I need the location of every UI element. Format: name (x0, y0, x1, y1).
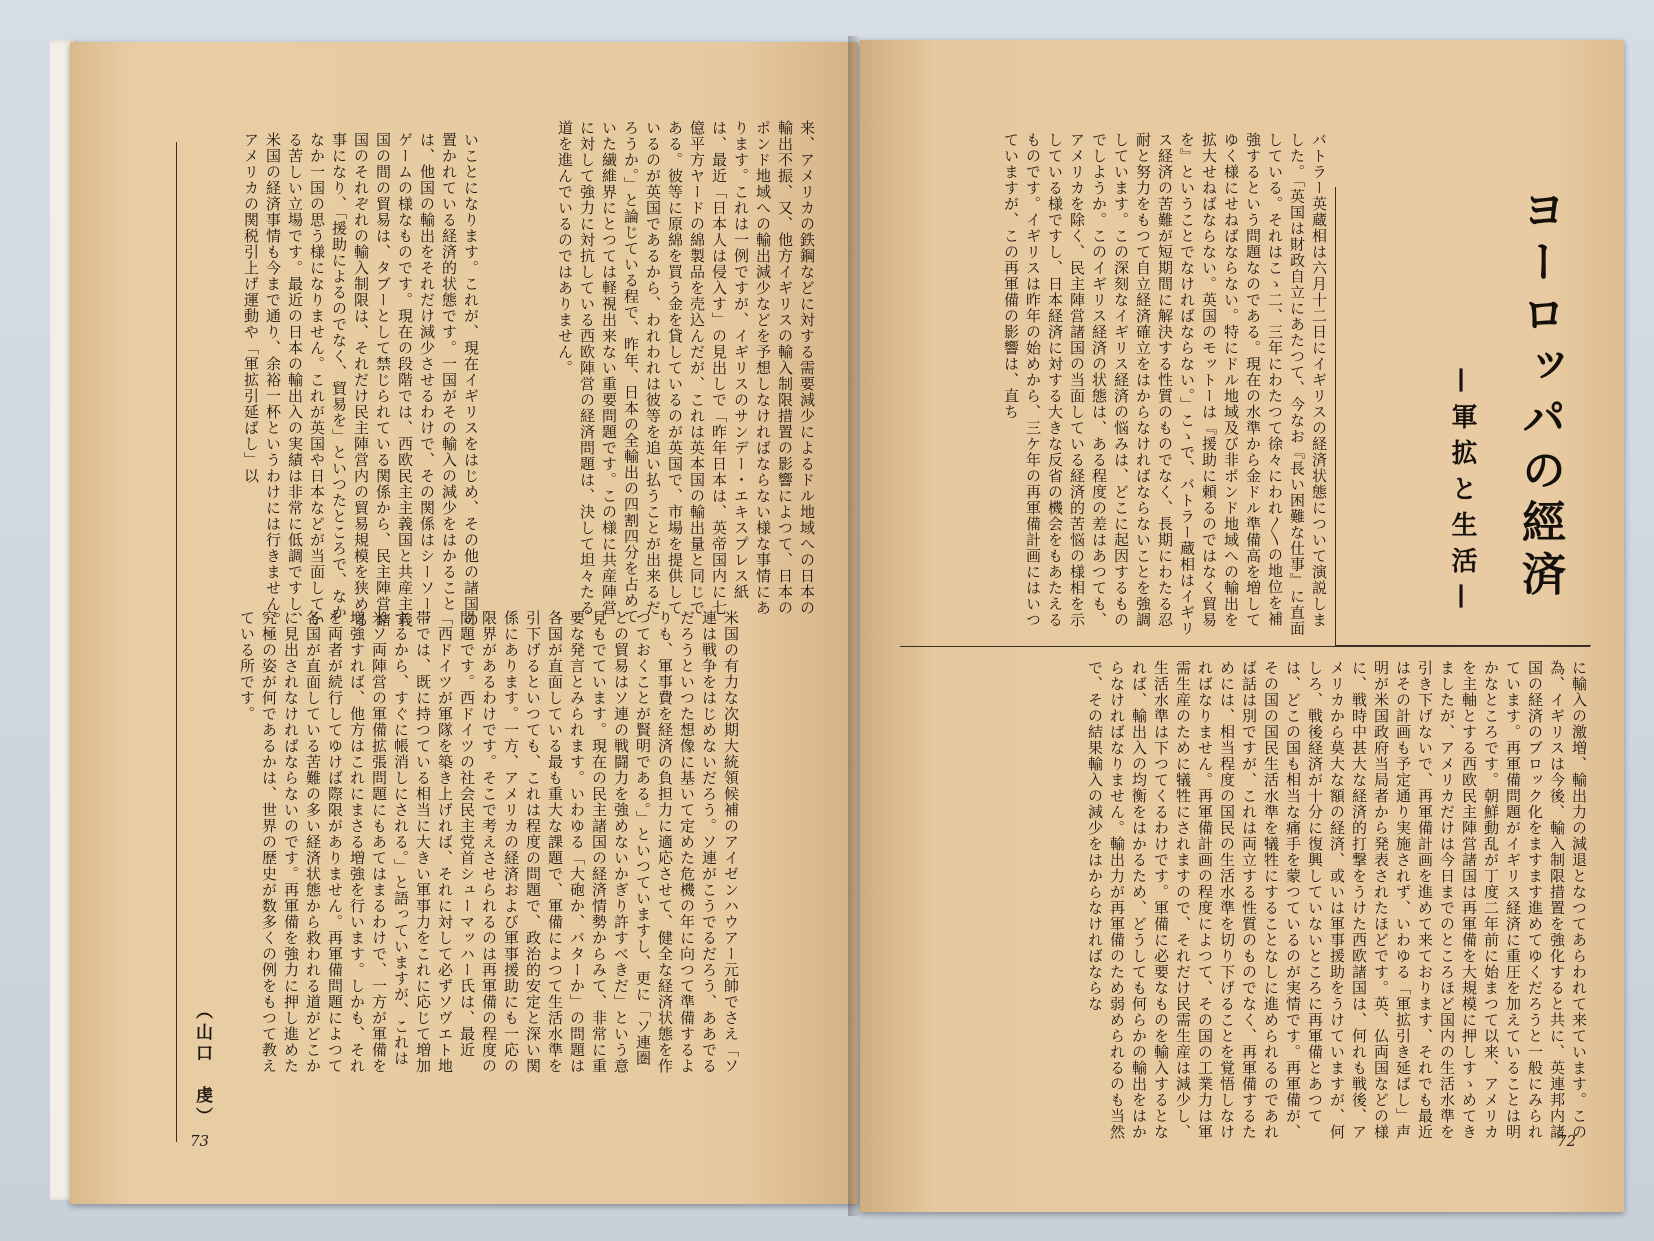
author-signature: （山口 虔） (192, 1002, 212, 1128)
article-title: ヨーロッパの經済 (1514, 187, 1565, 603)
left-upper-column-1: 来、アメリカの鉄鋼などに対する需要減少によるドル地域への日本の輸出不振、又、他方イギリスの輸入制限措置の影響によつて、日本のポンド地域への輸出減少などを予想しなければならない様な事情にあります。これは一例ですが、イギリスのサンデー・エキスプレス紙は、最近「日本人は侵入す」の見出しで「昨年日本は、英帝国内に七億平方ヤードの綿製品を売込んだが、これは英本国の輸出量と同じである。彼等に原綿を買う金を貸しているのが英国で、市場を提供しているのが英国であるから、われわれは彼等を追い払うことが出来るだろうか。」と論じている程で、昨年、日本の全輸出の四割四分を占めていた繊維界にとつては軽視出来ない重要問題です。この様に共産陣営に対して強力に対抗している西欧陣営の経済問題は、決して坦々たる道を進んでいるのではありません。 (556, 120, 816, 625)
right-page (860, 40, 1624, 1212)
right-upper-column-0: バトラー英蔵相は六月十二日にイギリスの経済状態について演説しました。「英国は財政自立にあたつて、今なお『長い困難な仕事』に直面している。それはこゝ二、三年にわたつて徐々にわれ〳〵の地位を補強するという問題なのである。現在の水準から金ドル準備高を増してゆく様にせねばならない。特にドル地域及び非ポンド地域への輸出を拡大せねばならない。英国のモットーは『援助に頼るのではなく貿易を』ということでなければならない。」こゝで、バトラー蔵相はイギリス経済の苦難が短期間に解決する性質のものでなく、長期にわたる忍耐と努力をもつて自立経済確立をはからなければならないことを強調しています。この深刻なイギリス経済の悩みは、どこに起因するものでしようか。このイギリス経済の状態は、ある程度の差はあつても、アメリカを除く、民主陣営諸国の当面している経済的苦悩の様相を示している様ですし、日本経済に対する大きな反省の機会をもあたえるものです。イギリスは昨年の始めから、三ケ年の再軍備計画にはいつていますが、この再軍備の影響は、直ち (1002, 132, 1328, 637)
page-number-right: 72 (1556, 1132, 1576, 1150)
left-upper-column-0: いことになります。これが、現在イギリスをはじめ、その他の諸国の置かれている経済的状態です。一国がその輸入の減少をはかることは、他国の輸出をそれだけ減少させるわけで、その関係はシーソー・ゲームの様なものです。現在の段階では、西欧民主主義国と共産主義国の間の貿易は、タブーとして禁じられている関係から、民主陣営諸国のそれぞれの輸入制限は、それだけ民主陣営内の貿易規模を狭める事になり、「援助によるのでなく、貿易を」といつたところで、なかなか一国の思う様になりません。これが英国や日本などが当面している苦しい立場です。最近の日本の輸出入の実績は非常に低調ですし、米国の経済事情も今まで通り、余裕一杯というわけには行きません。アメリカの関税引上げ運動や「軍拡引延ばし」以 (242, 132, 480, 628)
left-lower-column-0: 米国の有力な次期大統領候補のアイゼンハウアー元帥でさえ「ソ連は戦争をはじめないだろう。ソ連がこうでるだろう、ああでるだろうといつた想像に基いて定めた危機の年に向つて準備するよりも、軍事費を経済の負担力に適応させて、健全な経済状態を作つておくことが賢明である。」といつていますし、更に「ソ連圏との貿易はソ連の戦闘力を強めないかぎり許すべきだ」という意見もでています。現在の民主諸国の経済情勢からみて、非常に重要な発言とみられます。いわゆる「大砲か、バターか」の問題は各国が直面している最も重大な課題で、軍備によつて生活水準を引下げるといつても、これは程度の問題で、政治的安定と深い関係にあります。一方、アメリカの経済および軍事援助にも一応の限界があるわけです。そこで考えさせられるのは再軍備の程度の問題です。西ドイツの社会民主党首シューマッハー氏は、最近「西ドイツが軍隊を築き上げれば、それに対して必ずソヴエト地帯では、既に持つている相当に大きい軍事力をこれに応じて増加するから、すぐに帳消しにされる。」と語っていますが、これは米ソ両陣営の軍備拡張問題にもあてはまるわけで、一方が軍備を増強すれば、他方はこれにまさる増強を行います。しかも、それを両者が続行してゆけば際限がありません。再軍備問題によつて各国が直面している苦難の多い経済状態から救われる道がどこかに見出されなければならないのです。再軍備を強力に押し進めた究極の姿が何であるかは、世界の歴史が数多くの例をもつて教えている所です。 (238, 610, 740, 1074)
title-box (1335, 187, 1591, 646)
right-lower-column-0: に輸入の激増、輸出力の減退となつてあらわれて来ています。この為、イギリスは今後、輸入制限措置を強化すると共に、英連邦内諸国の経済のブロック化をますます進めてゆくだろうと一般にみられています。再軍備問題がイギリス経済に重圧を加えていることは明かなところです。朝鮮動乱が丁度二年前に始まつて以来、アメリカを主軸とする西欧民主陣営諸国は再軍備を大規模に押しすゝめてきましたが、アメリカだけは今日までのところほど国内の生活水準を引き下げないで、再軍備計画を進めて来ております、それでも最近はその計画も予定通り実施されず、いわゆる「軍拡引き延ばし」声明が米国政府当局者から発表されたほどです。英、仏両国などの様に、戦時中甚大な経済的打撃をうけた西欧諸国は、何れも戦後、アメリカから莫大な額の経済、或いは軍事援助をうけていますが、何しろ、戦後経済が十分に復興していないところに再軍備とあつては、どこの国も相当な痛手を蒙つているのが実情です。再軍備が、その国の国民生活水準を犠牲にすることなしに進められるのであれば話は別ですが、これは両立する性質のものでなく、再軍備するためには、相当程度の国民の生活水準を切り下げることを覚悟しなければなりません。再軍備計画の程度によつて、その国の工業力は軍需生産のために犠牲にされますので、それだけ民需生産は減少し、生活水準は下つてくるわけです。軍備に必要なものを輸入するとなれば、輸出入の均衡をはかるため、どうしても何らかの輸出をはからなければなりません。輸出力が再軍備のため弱められるのも当然で、その結果輸入の減少をはからなければならな (1086, 660, 1588, 1140)
page-number-left: 73 (190, 1132, 210, 1150)
left-page-side-rule (176, 142, 177, 1142)
left-page (70, 42, 858, 1204)
book-gutter (848, 36, 870, 1216)
article-subtitle: —軍拡と生活— (1447, 367, 1477, 619)
section-rule (900, 646, 1590, 647)
